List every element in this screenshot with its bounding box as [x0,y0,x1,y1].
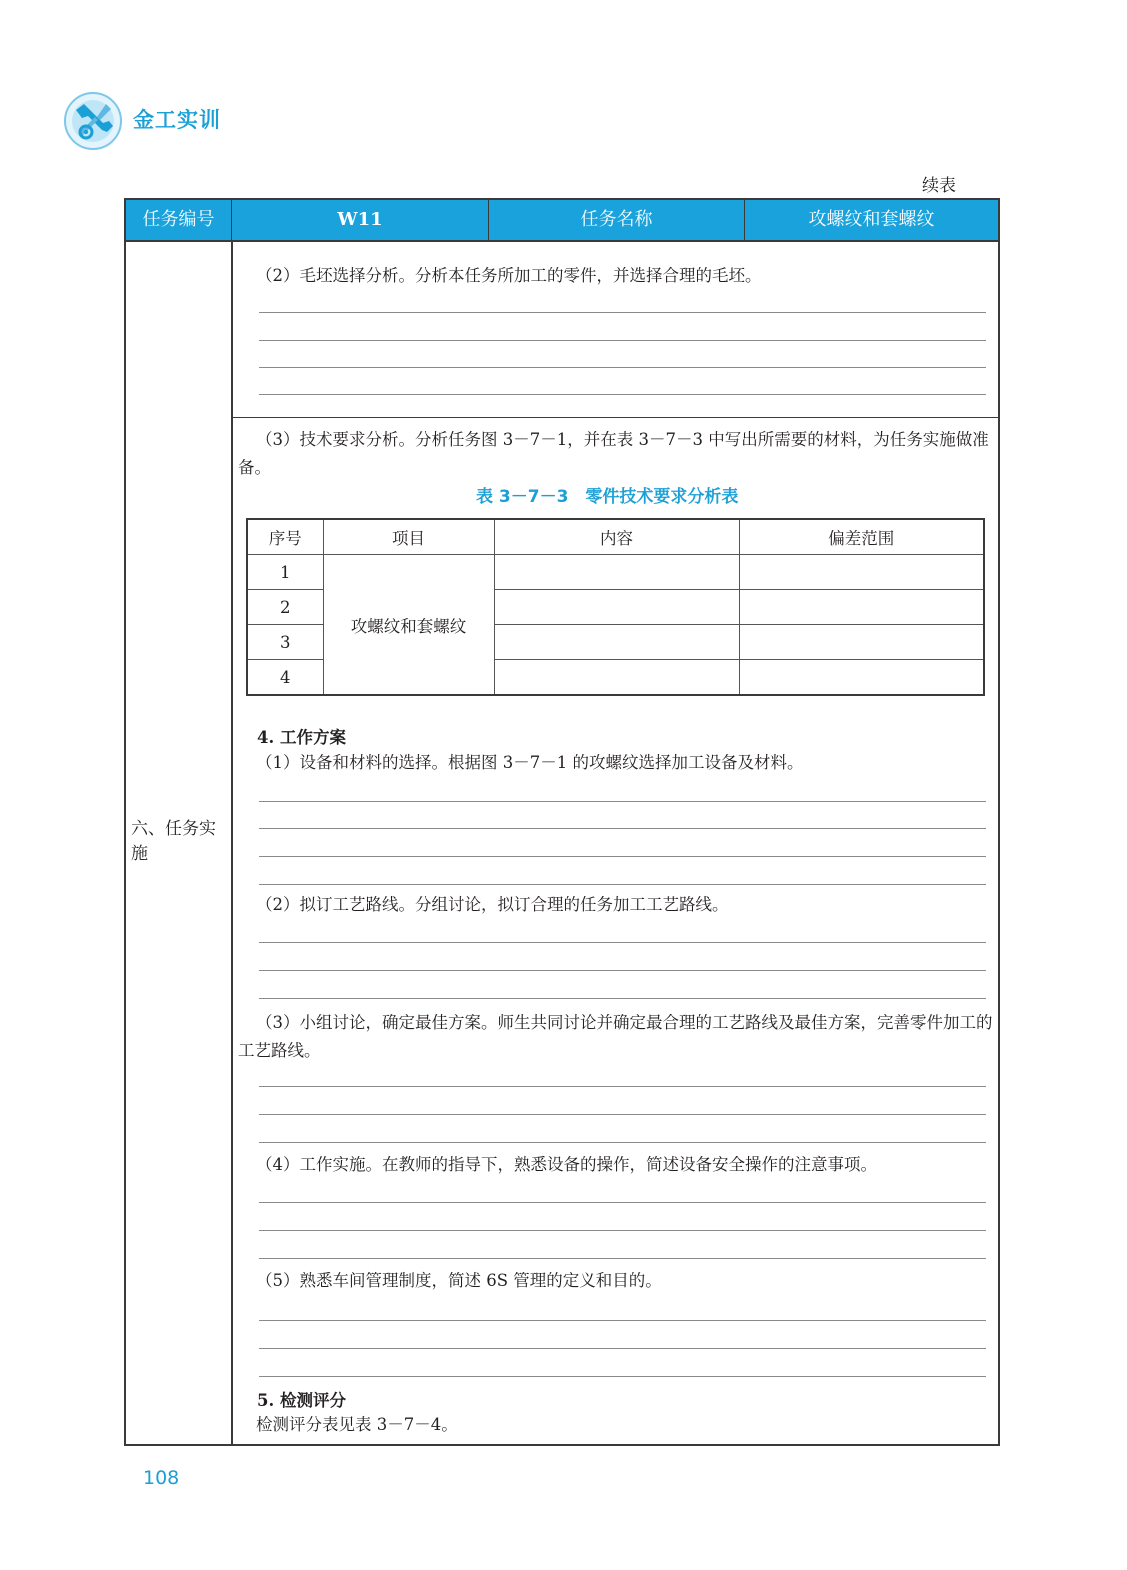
answer-line[interactable] [259,1258,986,1259]
answer-line[interactable] [259,1320,986,1321]
row-number: 1 [247,555,323,590]
answer-line[interactable] [259,998,986,999]
content-cell[interactable] [494,625,739,660]
item-name-cell: 攻螺纹和套螺纹 [323,555,494,696]
task-name-value: 攻螺纹和套螺纹 [808,209,935,230]
column-header: 项目 [323,519,494,555]
task-number-label: 任务编号 [142,209,215,230]
answer-line[interactable] [259,1086,986,1087]
tech-requirement-prompt: （3）技术要求分析。分析任务图 3－7－1，并在表 3－7－3 中写出所需要的材料，为任务实施做准备。 [238,430,989,477]
answer-line[interactable] [259,856,986,857]
row-number: 3 [247,625,323,660]
tolerance-cell[interactable] [739,625,984,660]
answer-line[interactable] [259,312,986,313]
tech-requirement-table [246,518,985,696]
row-number: 4 [247,660,323,696]
answer-line[interactable] [259,801,986,802]
answer-line[interactable] [259,1114,986,1115]
inner-table-caption: 表 3－7－3 零件技术要求分析表 [476,487,739,507]
content-cell[interactable] [494,590,739,625]
equipment-selection-prompt: （1）设备和材料的选择。根据图 3－7－1 的攻螺纹选择加工设备及材料。 [256,753,804,772]
answer-line[interactable] [259,970,986,971]
workshop-6s-prompt: （5）熟悉车间管理制度，简述 6S 管理的定义和目的。 [256,1271,662,1290]
content-cell[interactable] [494,555,739,590]
column-header: 内容 [494,519,739,555]
answer-line[interactable] [259,340,986,341]
work-implementation-prompt: （4）工作实施。在教师的指导下，熟悉设备的操作，简述设备安全操作的注意事项。 [256,1155,877,1174]
answer-line[interactable] [259,394,986,395]
answer-line[interactable] [259,1348,986,1349]
content-cell[interactable] [494,660,739,696]
row-number: 2 [247,590,323,625]
column-header: 序号 [247,519,323,555]
answer-line[interactable] [259,884,986,885]
wrench-gear-icon [62,90,124,152]
answer-line[interactable] [259,1142,986,1143]
section-4-heading: 4. 工作方案 [257,728,346,747]
task-number-value: W11 [337,209,383,230]
answer-line[interactable] [259,1376,986,1377]
group-discussion-prompt: （3）小组讨论，确定最佳方案。师生共同讨论并确定最合理的工艺路线及最佳方案，完善零件加工的工艺路线。 [238,1013,993,1060]
book-title: 金工实训 [133,108,221,132]
blank-selection-prompt: （2）毛坯选择分析。分析本任务所加工的零件，并选择合理的毛坯。 [256,266,762,285]
answer-line[interactable] [259,1202,986,1203]
page-number: 108 [143,1467,180,1489]
task-name-label: 任务名称 [580,209,653,230]
scoring-reference-text: 检测评分表见表 3－7－4。 [256,1415,458,1434]
task-table-header [126,200,998,242]
tolerance-cell[interactable] [739,660,984,696]
tolerance-cell[interactable] [739,590,984,625]
section-5-heading: 5. 检测评分 [257,1391,346,1410]
task-table [124,198,1000,1446]
answer-line[interactable] [259,828,986,829]
answer-line[interactable] [259,1230,986,1231]
answer-line[interactable] [259,942,986,943]
stage-label: 六、任务实施 [131,819,216,864]
column-header: 偏差范围 [739,519,984,555]
answer-line[interactable] [259,367,986,368]
process-route-prompt: （2）拟订工艺路线。分组讨论，拟订合理的任务加工工艺路线。 [256,895,729,914]
continued-label: 续表 [922,176,956,196]
tolerance-cell[interactable] [739,555,984,590]
